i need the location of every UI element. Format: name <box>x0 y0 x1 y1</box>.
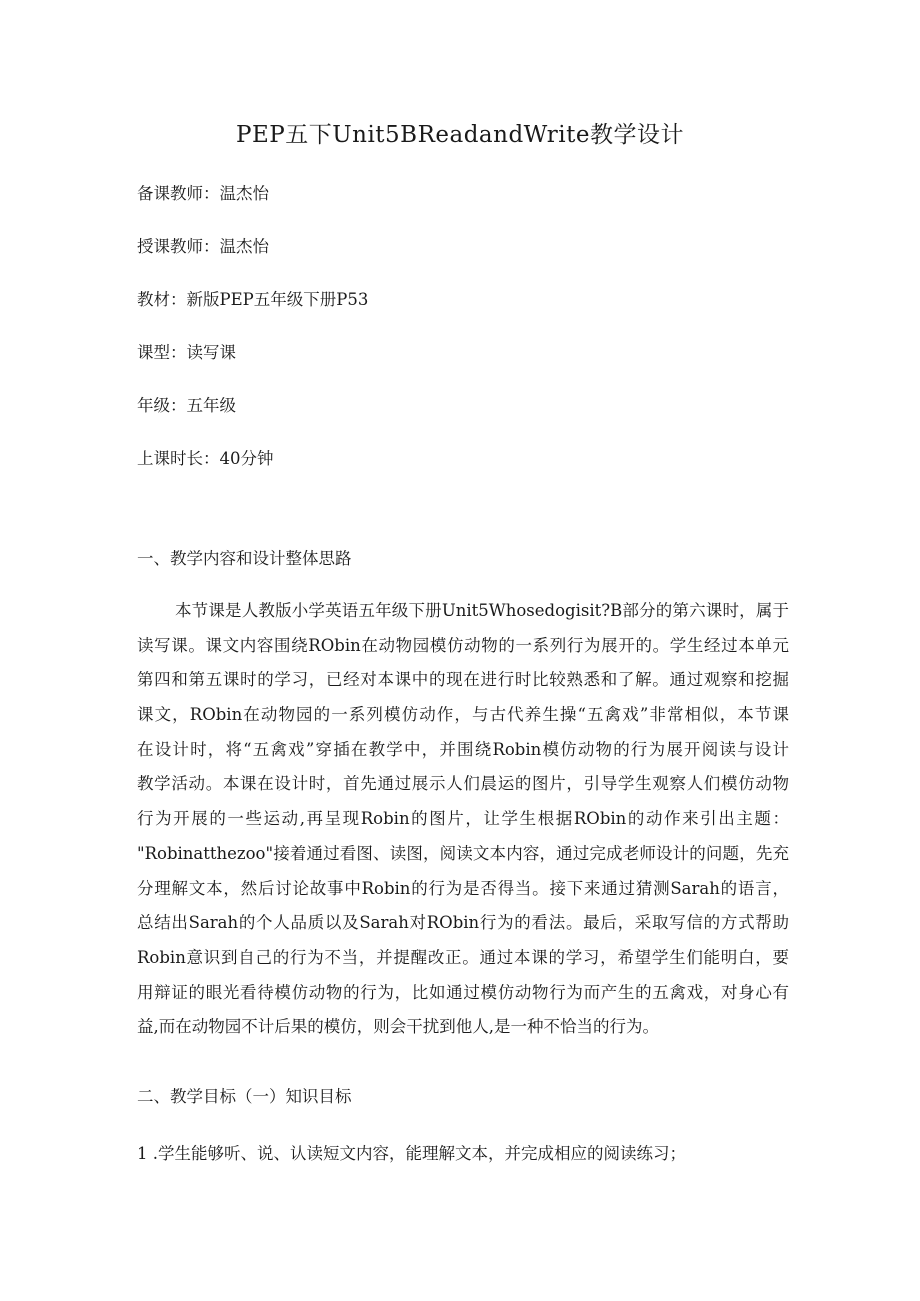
paragraph-line: 读写课。课文内容围绕RObin在动物园模仿动物的一系列行为展开的。学生经过本单元 <box>137 635 789 655</box>
paragraph-line: 用辩证的眼光看待模仿动物的行为，比如通过模仿动物行为而产生的五禽戏，对身心有 <box>137 982 789 1002</box>
paragraph-line: 行为开展的一些运动,再呈现Robin的图片，让学生根据RObin的动作来引出主题： <box>137 809 789 829</box>
meta-teacher: 授课教师：温杰怡 <box>137 237 269 256</box>
paragraph-line: 第四和第五课时的学习，已经对本课中的现在进行时比较熟悉和了解。通过观察和挖掘 <box>137 670 789 690</box>
section-1-heading: 一、教学内容和设计整体思路 <box>137 549 352 568</box>
paragraph-line: Robin意识到自己的行为不当，并提醒改正。通过本课的学习，希望学生们能明白，要 <box>137 947 789 967</box>
paragraph-line: 总结出Sarah的个人品质以及Sarah对RObin行为的看法。最后，采取写信的方式帮助 <box>137 913 789 933</box>
meta-textbook: 教材：新版PEP五年级下册P53 <box>137 290 369 309</box>
objective-item-1: 1 .学生能够听、说、认读短文内容，能理解文本，并完成相应的阅读练习； <box>137 1144 686 1163</box>
paragraph-line: 益,而在动物园不计后果的模仿，则会干扰到他人,是一种不恰当的行为。 <box>137 1017 659 1037</box>
paragraph-line: 本节课是人教版小学英语五年级下册Unit5Whosedogisit?B部分的第六课时，属于 <box>175 601 789 620</box>
paragraph-line: 课文，RObin在动物园的一系列模仿动作，与古代养生操“五禽戏”非常相似，本节课 <box>137 705 789 725</box>
paragraph-line: 在设计时，将“五禽戏”穿插在教学中，并围绕Robin模仿动物的行为展开阅读与设计 <box>137 739 789 759</box>
meta-duration: 上课时长：40分钟 <box>137 449 274 468</box>
meta-grade: 年级：五年级 <box>137 396 236 415</box>
paragraph-line: "Robinatthezoo"接着通过看图、读图，阅读文本内容，通过完成老师设计的问题，先充 <box>137 843 789 863</box>
paragraph-line: 教学活动。本课在设计时，首先通过展示人们晨运的图片，引导学生观察人们模仿动物 <box>137 774 789 794</box>
document-title: PEP五下Unit5BReadandWrite教学设计 <box>236 122 684 148</box>
meta-preparer: 备课教师：温杰怡 <box>137 184 269 203</box>
section-2-heading: 二、教学目标（一）知识目标 <box>137 1087 352 1106</box>
paragraph-line: 分理解文本，然后讨论故事中Robin的行为是否得当。接下来通过猜测Sarah的语言， <box>137 878 789 898</box>
meta-lesson-type: 课型：读写课 <box>137 343 236 362</box>
section-1-paragraph <box>137 594 789 1045</box>
